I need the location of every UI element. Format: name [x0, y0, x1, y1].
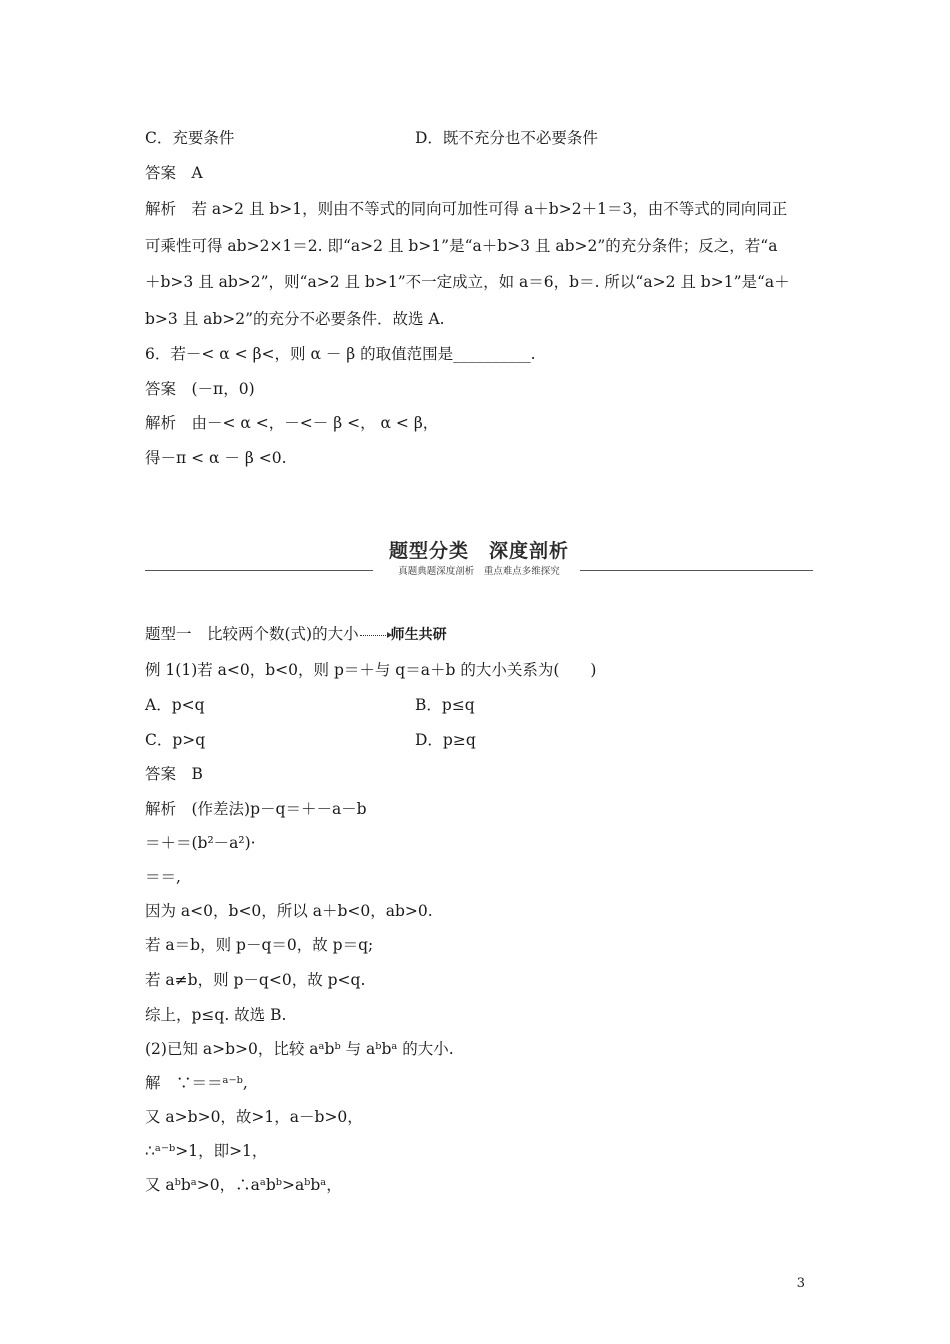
part-2-solution-line: ∴ᵃ⁻ᵇ>1，即>1， — [145, 1142, 268, 1160]
example-solution-line: 综上，p≤q. 故选 B. — [145, 1006, 287, 1024]
example-option-d: D．p≥q — [415, 731, 476, 749]
question-6: 6．若－< α < β<，则 α － β 的取值范围是__________. — [145, 345, 536, 363]
solution-5-line: 可乘性可得 ab>2×1＝2. 即“a>2 且 b>1”是“a＋b>3 且 ab>2”的充分条件；反之，若“a — [145, 237, 778, 255]
type-label: 题型一 比较两个数(式)的大小 — [145, 625, 359, 643]
example-solution-line: 解析 (作差法)p－q＝＋－a－b — [145, 800, 367, 818]
example-answer: 答案 B — [145, 765, 203, 783]
example-solution-line: 若 a＝b，则 p－q＝0，故 p＝q; — [145, 936, 374, 954]
example-solution-line: ＝＝, — [145, 868, 181, 886]
example-1: 例 1(1)若 a<0，b<0，则 p＝＋与 q＝a＋b 的大小关系为( ) — [145, 661, 597, 679]
solution-5-line: b>3 且 ab>2”的充分不必要条件．故选 A. — [145, 310, 445, 328]
option-d: D．既不充分也不必要条件 — [415, 129, 598, 147]
example-solution-line: 因为 a<0，b<0，所以 a＋b<0，ab>0. — [145, 902, 433, 920]
answer-5: 答案 A — [145, 164, 203, 182]
dotted-arrow-icon — [360, 635, 390, 636]
type-tag: 师生共研 — [390, 627, 447, 643]
example-option-b: B．p≤q — [415, 696, 475, 714]
solution-6-line: 得－π < α － β <0. — [145, 449, 287, 467]
section-header — [145, 536, 813, 586]
example-solution-line: 若 a≠b，则 p－q<0，故 p<q. — [145, 971, 366, 989]
part-2-solution-line: 又 a>b>0，故>1，a－b>0， — [145, 1108, 363, 1126]
part-2-solution-line: 又 aᵇbᵃ>0，∴aᵃbᵇ>aᵇbᵃ， — [145, 1176, 342, 1194]
part-2-solution-line: 解 ∵＝＝ᵃ⁻ᵇ, — [145, 1074, 248, 1092]
section-title: 题型分类 深度剖析 — [388, 540, 569, 562]
example-part-2: (2)已知 a>b>0，比较 aᵃbᵇ 与 aᵇbᵃ 的大小. — [145, 1040, 454, 1058]
section-subtitle: 真题典题深度剖析 重点难点多维探究 — [392, 566, 566, 577]
example-option-a: A．p<q — [145, 696, 205, 714]
type-heading — [145, 624, 447, 645]
solution-5-line: 解析 若 a>2 且 b>1，则由不等式的同向可加性可得 a＋b>2＋1＝3，由不等式的同向同正 — [145, 200, 788, 218]
example-option-c: C．p>q — [145, 731, 206, 749]
option-c: C．充要条件 — [145, 129, 235, 147]
solution-5-line: ＋b>3 且 ab>2”，则“a>2 且 b>1”不一定成立，如 a＝6，b＝. 所以“a>2 且 b>1”是“a＋ — [145, 273, 790, 291]
page-number: 3 — [796, 1276, 805, 1291]
solution-6-line: 解析 由－< α <，－<－ β <， α < β， — [145, 414, 439, 432]
example-solution-line: ＝＋＝(b²－a²)· — [145, 834, 256, 852]
answer-6: 答案 (－π，0) — [145, 380, 255, 398]
